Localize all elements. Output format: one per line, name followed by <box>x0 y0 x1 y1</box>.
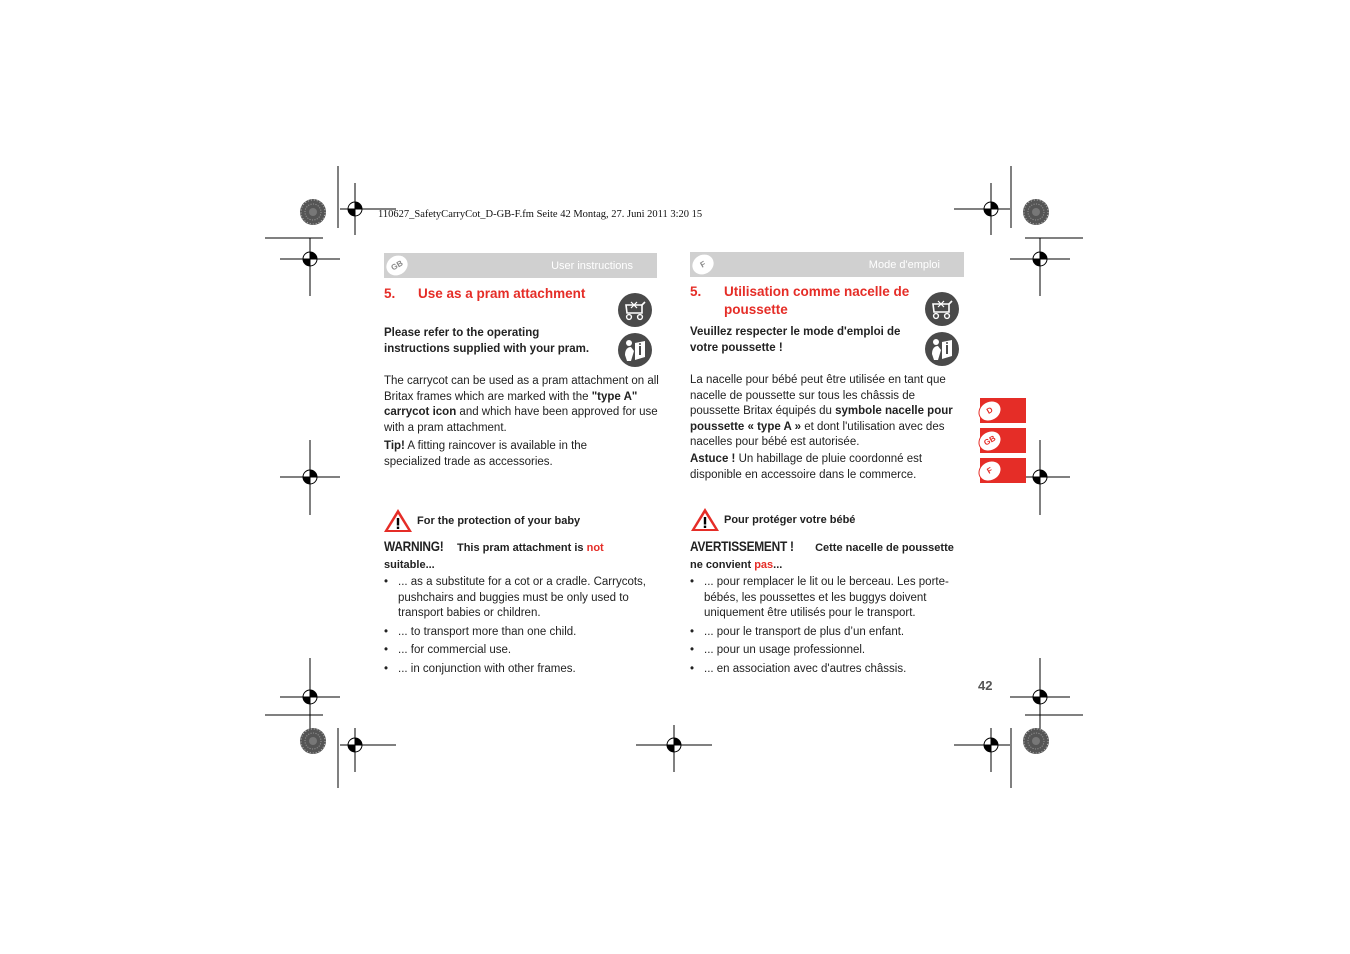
fr-section-heading <box>690 283 920 319</box>
fr-warning-list <box>690 575 952 680</box>
gb-tip-text: A fitting raincover is available in the specialized trade as accessories. <box>384 440 588 468</box>
list-item: • ... for commercial use. <box>384 643 659 659</box>
pram-icon <box>618 293 652 327</box>
fr-warning-paragraph <box>690 538 965 574</box>
list-item: • ... as a substitute for a cot or a cradle. Carrycots, pushchairs and buggies must be only used to transport babies or children. <box>384 575 659 622</box>
fr-tip-paragraph <box>690 452 950 483</box>
warning-triangle-icon <box>383 508 413 533</box>
gb-intro-bold: "type A" carrycot icon <box>384 390 638 418</box>
fr-intro-text-1: La nacelle pour bébé peut être utilisée en tant que nacelle de poussette sur tous les châssis de poussette Britax équipés du <box>690 374 946 417</box>
fr-intro-bold: symbole nacelle pour poussette « type A » <box>690 405 953 433</box>
gb-protection-title: For the protection of your baby <box>417 515 581 527</box>
gb-warning-not: not <box>586 542 604 554</box>
gb-intro-text-2: and which have been approved for use with a pram attachment. <box>384 406 658 434</box>
gb-refer-note: Please refer to the operating instructions supplied with your pram. <box>384 327 590 355</box>
fr-refer-note: Veuillez respecter le mode d'emploi de votre poussette ! <box>690 326 901 354</box>
gb-lang-badge: GB <box>383 252 412 279</box>
file-info-line: 110627_SafetyCarryCot_D-GB-F.fm Seite 42 Montag, 27. Juni 2011 3:20 15 <box>378 209 703 220</box>
tab-label-f: F <box>975 456 1006 485</box>
gb-section-heading <box>384 285 614 303</box>
tab-label-gb: GB <box>975 426 1006 455</box>
language-tab-f[interactable] <box>980 458 1026 483</box>
tab-label-d: D <box>975 396 1006 425</box>
fr-lang-badge: F <box>689 251 718 278</box>
gb-heading-number: 5. <box>384 286 396 301</box>
gb-tip-paragraph <box>384 439 644 470</box>
fr-tip-text: Un habillage de pluie coordonné est disponible en accessoire dans le commerce. <box>690 453 923 481</box>
fr-warning-word: AVERTISSEMENT ! <box>690 538 794 554</box>
gb-header-label: User instructions <box>551 260 633 272</box>
fr-intro-text-2: et dont l'utilisation avec des nacelles pour bébé est autorisée. <box>690 420 945 448</box>
gb-header-bar <box>384 253 657 278</box>
list-item: • ... en association avec d'autres châssis. <box>690 662 952 678</box>
list-item: • ... pour le transport de plus d’un enfant. <box>690 625 952 641</box>
page-number: 42 <box>978 678 993 693</box>
fr-header-label: Mode d'emploi <box>868 259 940 271</box>
pram-icon <box>925 292 959 326</box>
fr-warning-ellipsis: ... <box>773 559 783 571</box>
gb-warning-suitable: suitable... <box>384 559 435 571</box>
gb-intro-paragraph <box>384 374 659 436</box>
list-item: • ... to transport more than one child. <box>384 625 659 641</box>
fr-heading-text: Utilisation comme nacelle de poussette <box>724 284 910 317</box>
fr-tip-label: Astuce ! <box>690 453 736 465</box>
list-item: • ... in conjunction with other frames. <box>384 662 659 678</box>
fr-intro-paragraph <box>690 373 965 451</box>
warning-triangle-icon <box>690 507 720 532</box>
gb-tip-label: Tip! <box>384 440 405 452</box>
read-instructions-icon <box>925 332 959 366</box>
gb-intro-text-1: The carrycot can be used as a pram attachment on all Britax frames which are marked with the <box>384 375 659 403</box>
language-tab-d[interactable] <box>980 398 1026 423</box>
language-tab-gb[interactable] <box>980 428 1026 453</box>
gb-warning-list <box>384 575 659 680</box>
fr-warning-text: Cette nacelle de poussette ne convient <box>690 542 954 571</box>
gb-warning-word: WARNING! <box>384 538 444 554</box>
list-item: • ... pour un usage professionnel. <box>690 643 952 659</box>
list-item: • ... pour remplacer le lit ou le berceau. Les porte-bébés, les poussettes et les buggys doivent uniquement être utilisés pour le transport. <box>690 575 952 622</box>
fr-header-bar <box>690 252 964 277</box>
gb-warning-text: This pram attachment is <box>453 542 587 554</box>
fr-warning-pas: pas <box>754 559 774 571</box>
read-instructions-icon <box>618 333 652 367</box>
gb-warning-paragraph <box>384 538 644 574</box>
fr-heading-number: 5. <box>690 284 702 299</box>
fr-protection-title: Pour protéger votre bébé <box>724 514 856 526</box>
gb-heading-text: Use as a pram attachment <box>418 286 586 301</box>
